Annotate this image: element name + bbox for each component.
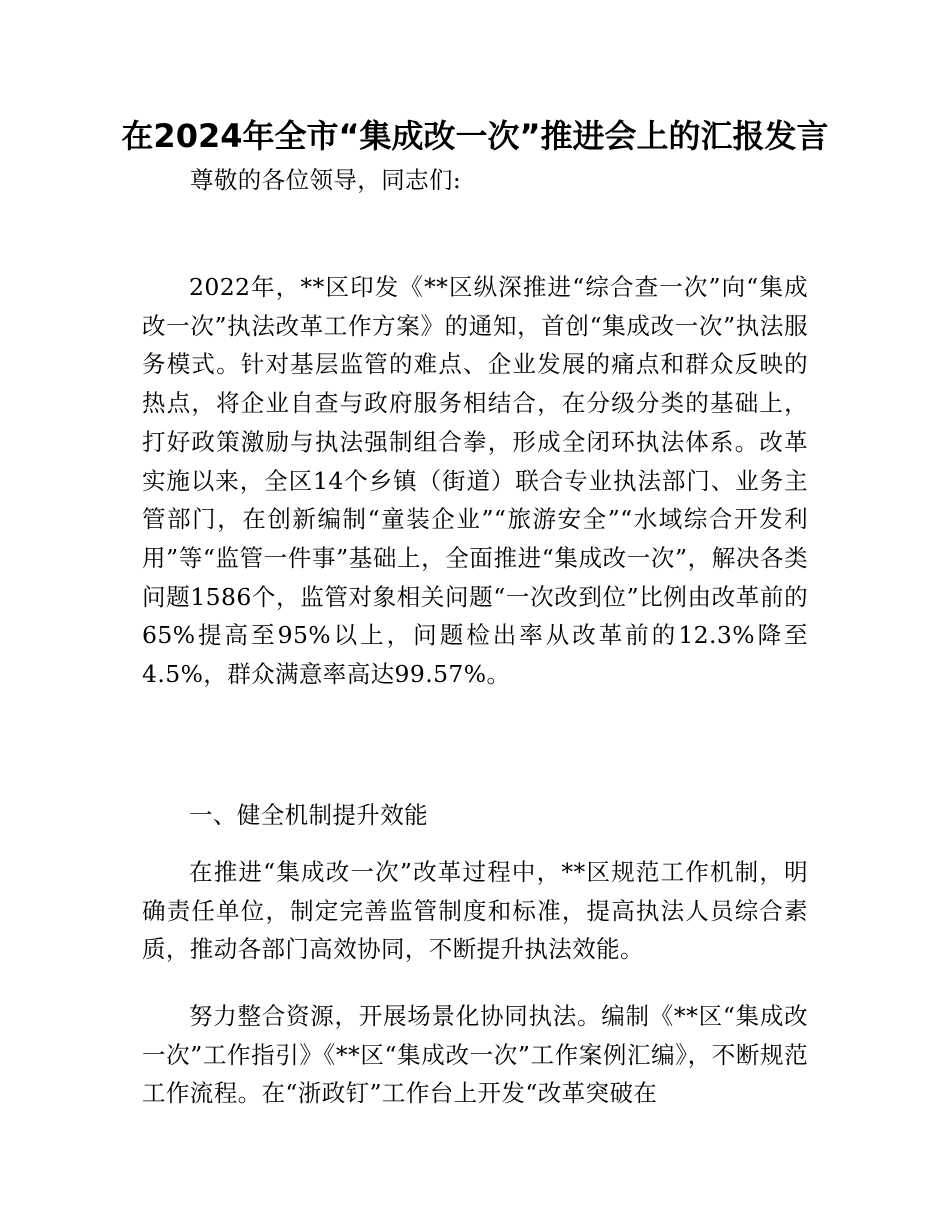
salutation: 尊敬的各位领导，同志们:: [190, 166, 462, 194]
paragraph-intro: 2022年，**区印发《**区纵深推进“综合查一次”向“集成改一次”执法改革工作方案》的通知，首创“集成改一次”执法服务模式。针对基层监管的难点、企业发展的痛点和群众反映的热点，将企业自查与政府服务相结合，在分级分类的基础上，打好政策激励与执法强制组合拳，形成全闭环执法体系。改革实施以来，全区14个乡镇（街道）联合专业执法部门、业务主管部门，在创新编制“童装企业”“旅游安全”“水域综合开发利用”等“监管一件事”基础上，全面推进“集成改一次”，解决各类问题1586个，监管对象相关问题“一次改到位”比例由改革前的65%提高至95%以上，问题检出率从改革前的12.3%降至4.5%，群众满意率高达99.57%。: [142, 273, 808, 689]
section-heading-1: 一、健全机制提升效能: [189, 801, 428, 829]
document-title: 在2024年全市“集成改一次”推进会上的汇报发言: [121, 117, 829, 155]
paragraph-resources: 努力整合资源，开展场景化协同执法。编制《**区“集成改一次”工作指引》《**区“集成改一次”工作案例汇编》，不断规范工作流程。在“浙政钉”工作台上开发“改革突破在: [142, 1002, 808, 1108]
paragraph-mechanism: 在推进“集成改一次”改革过程中，**区规范工作机制，明确责任单位，制定完善监管制度和标准，提高执法人员综合素质，推动各部门高效协同，不断提升执法效能。: [142, 858, 808, 964]
